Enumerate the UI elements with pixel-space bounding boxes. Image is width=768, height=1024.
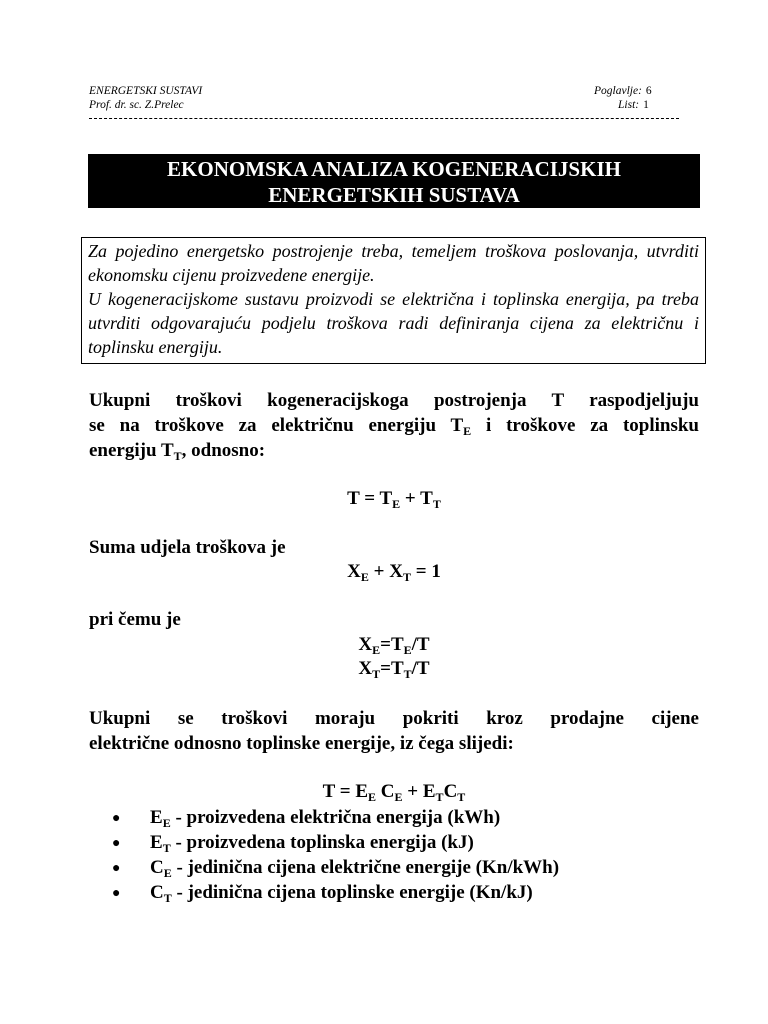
list-item: ● $C_T$ - jedinična cijena toplinske energije (Kn/kJ) xyxy=(112,882,533,905)
symbol-definition-list xyxy=(112,805,559,905)
header-divider xyxy=(89,118,679,119)
bullet-icon: ● xyxy=(112,886,121,901)
list-item: ● $E_T$ - proizvedena toplinska energija (kJ) xyxy=(112,832,474,855)
title-line-1: EKONOMSKA ANALIZA KOGENERACIJSKIH xyxy=(167,157,621,181)
bullet-icon: ● xyxy=(112,836,121,851)
where-label: pri čemu je xyxy=(89,609,181,630)
chapter-number: 6 xyxy=(645,85,652,97)
para2-line-1: Ukupni se troškovi moraju pokriti kroz prodajne cijene xyxy=(89,708,699,729)
list-item: ● $C_E$ - jedinična cijena električne energije (Kn/kWh) xyxy=(112,857,560,880)
para1-line-1: Ukupni troškovi kogeneracijskoga postrojenja T raspodjeljuju xyxy=(89,390,699,411)
header-left xyxy=(89,84,202,112)
chapter-label: Poglavlje: xyxy=(594,85,642,97)
intro-paragraph-2: U kogeneracijskome sustavu proizvodi se električna i toplinska energija, pa treba utvrditi odgovarajuću podjelu troškova radi definiranja cijena za električnu i toplinsku energiju. xyxy=(88,289,699,357)
sheet-number: 1 xyxy=(643,99,649,111)
page-title xyxy=(88,154,700,208)
sheet-label: List: xyxy=(618,99,640,111)
cost-coverage-paragraph xyxy=(89,706,699,756)
para1-line-3: energiju $T_T$, odnosno: xyxy=(89,440,266,463)
cost-split-paragraph xyxy=(89,388,699,463)
title-line-2: ENERGETSKIH SUSTAVA xyxy=(268,183,520,207)
list-item: ● $E_E$ - proizvedena električna energija (kWh) xyxy=(112,807,501,830)
bullet-icon: ● xyxy=(112,811,121,826)
bullet-icon: ● xyxy=(112,861,121,876)
para2-line-2: električne odnosno toplinske energije, iz čega slijedi: xyxy=(89,733,514,754)
sum-label: Suma udjela troškova je xyxy=(89,537,286,558)
author-name: Prof. dr. sc. Z.Prelec xyxy=(89,99,184,111)
course-name: ENERGETSKI SUSTAVI xyxy=(89,85,203,97)
equation-revenue: $T = E_E$ $C_E + E_TC_T$ xyxy=(322,781,466,804)
intro-box xyxy=(81,237,706,364)
equation-share-electric: $X_E=T_E/T$ xyxy=(358,634,430,657)
equation-share-thermal: $X_T=T_T/T$ xyxy=(358,658,430,681)
equation-share-sum: $X_E + X_T = 1$ xyxy=(347,561,441,584)
equation-total-cost: $T = T_E + T_T$ xyxy=(347,488,441,511)
para1-line-2: se na troškove za električnu energiju $T_E$ i troškove za toplinsku xyxy=(89,415,699,438)
intro-paragraph-1: Za pojedino energetsko postrojenje treba, temeljem troškova poslovanja, utvrditi ekonomsku cijenu proizvedene energije. xyxy=(88,241,699,285)
header-right xyxy=(594,84,652,112)
